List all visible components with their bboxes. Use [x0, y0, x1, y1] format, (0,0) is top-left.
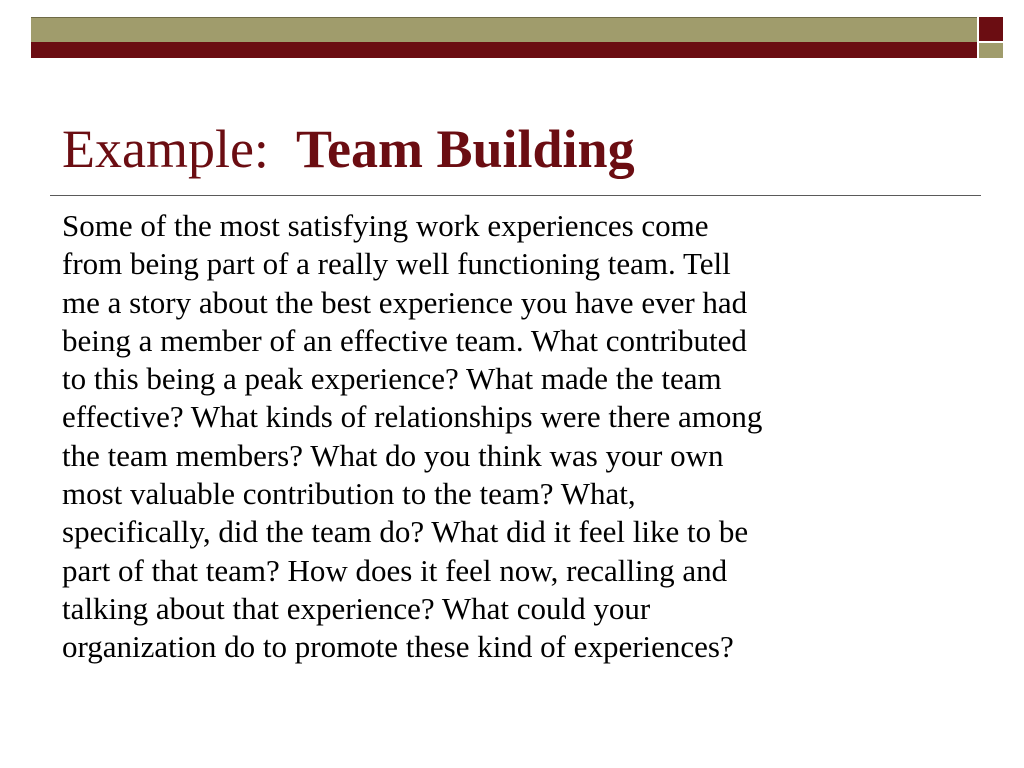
body-line: to this being a peak experience? What made the team [62, 361, 722, 397]
header-bar-olive [31, 17, 977, 43]
body-line: specifically, did the team do? What did it feel like to be [62, 514, 749, 550]
body-line: me a story about the best experience you have ever had [62, 284, 748, 320]
title-prefix: Example: [62, 119, 269, 179]
title-divider [50, 195, 981, 196]
body-line: talking about that experience? What could your [62, 590, 651, 626]
body-line: organization do to promote these kind of experiences? [62, 629, 734, 665]
body-line: Some of the most satisfying work experiences come [62, 208, 709, 243]
body-line: from being part of a really well functioning team. Tell [62, 246, 731, 282]
body-line: part of that team? How does it feel now, recalling and [62, 552, 728, 588]
header-bar-maroon [31, 42, 977, 58]
slide-body-text [62, 207, 972, 667]
title-emphasis: Team Building [295, 119, 635, 179]
header-square-olive [979, 43, 1003, 58]
body-line: effective? What kinds of relationships were there among [62, 399, 763, 435]
slide-title [62, 118, 635, 180]
body-line: being a member of an effective team. What contributed [62, 322, 747, 358]
header-square-maroon [979, 17, 1003, 41]
body-line: most valuable contribution to the team? What, [62, 476, 636, 512]
body-line: the team members? What do you think was your own [62, 437, 724, 473]
